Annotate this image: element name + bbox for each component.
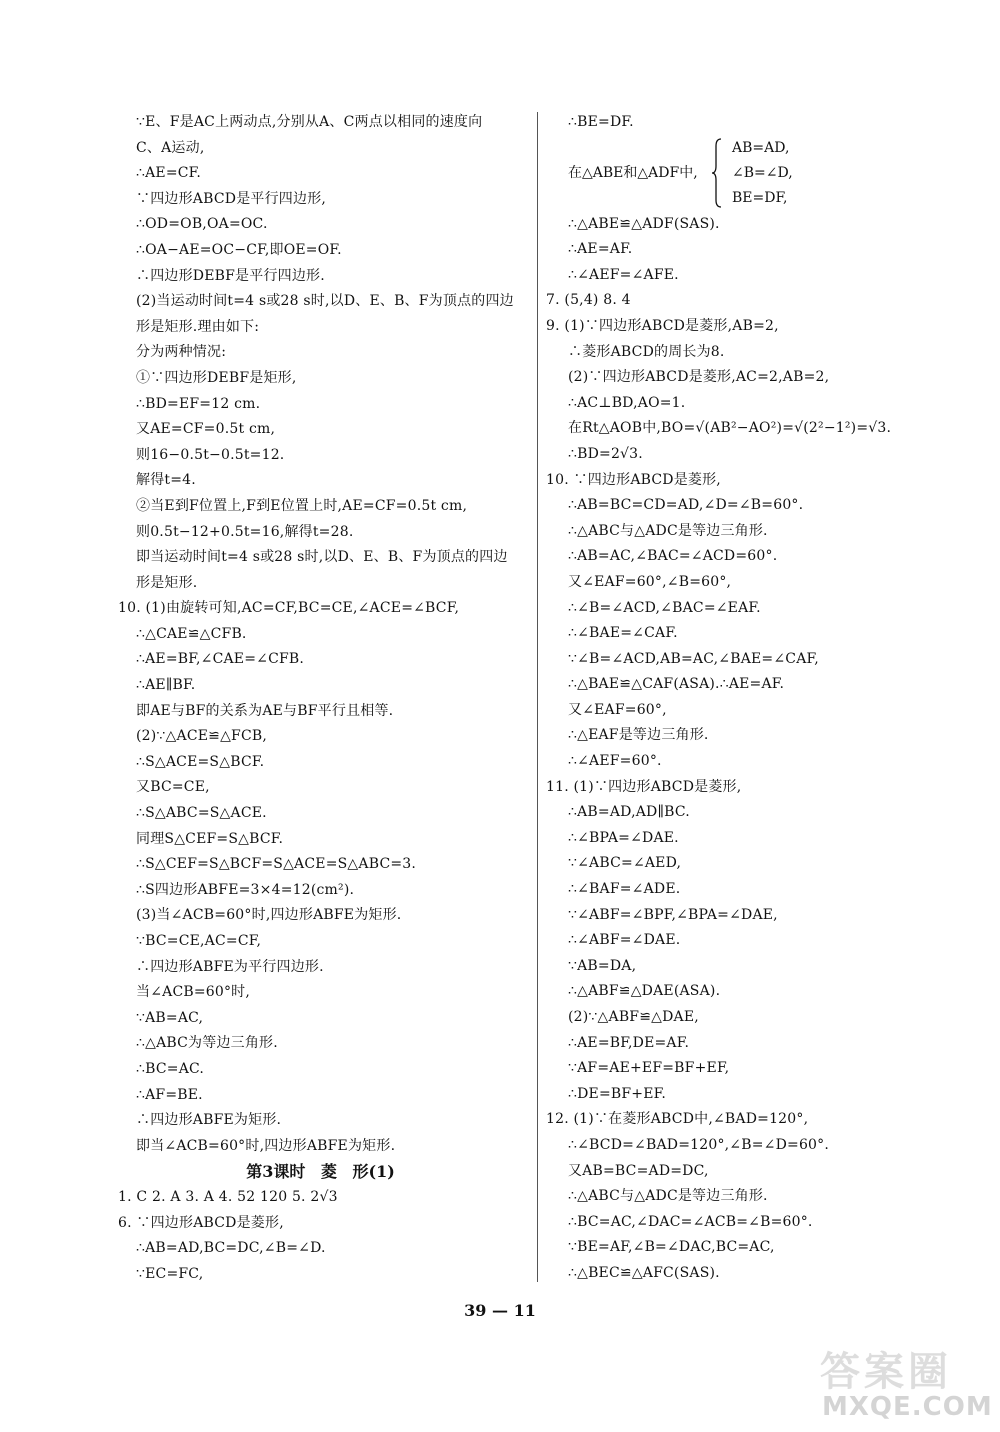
- answer-line: ∴∠B=∠ACD,∠BAC=∠EAF.: [568, 599, 761, 616]
- answer-line: (2)当运动时间t=4 s或28 s时,以D、E、B、F为顶点的四边: [136, 293, 514, 310]
- answer-line: ∴△CAE≌△CFB.: [136, 625, 247, 642]
- answer-line: ∵AB=DA,: [568, 957, 637, 974]
- answer-line: ∵∠B=∠ACD,AB=AC,∠BAE=∠CAF,: [568, 650, 819, 667]
- brace-line: BE=DF,: [732, 190, 788, 207]
- column-divider: [537, 112, 538, 1282]
- answer-line: ∴四边形ABFE为矩形.: [136, 1112, 282, 1129]
- answer-line: ∴AE=CF.: [136, 165, 202, 182]
- answer-line: ∴∠BAE=∠CAF.: [568, 625, 678, 642]
- answer-line: 分为两种情况:: [136, 344, 227, 361]
- answer-line: 即当∠ACB=60°时,四边形ABFE为矩形.: [136, 1137, 396, 1154]
- answer-line: ∴S△CEF=S△BCF=S△ACE=S△ABC=3.: [136, 856, 417, 873]
- answer-line: ②当E到F位置上,F到E位置上时,AE=CF=0.5t cm,: [136, 497, 468, 514]
- answer-line: 又BC=CE,: [136, 779, 210, 796]
- answer-line: ∴△EAF是等边三角形.: [568, 727, 709, 744]
- answer-line: (2)∵△ABF≌△DAE,: [568, 1009, 699, 1025]
- answer-line: ∴BE=DF.: [568, 114, 634, 130]
- answer-line: ∵AF=AE+EF=BF+EF,: [568, 1060, 730, 1077]
- answer-line: ∴OD=OB,OA=OC.: [136, 216, 268, 233]
- answer-line: 又∠EAF=60°,∠B=60°,: [568, 573, 732, 590]
- answer-line: ∴AB=AD,BC=DC,∠B=∠D.: [136, 1240, 326, 1257]
- answer-line: ∴AB=BC=CD=AD,∠D=∠B=60°.: [568, 497, 804, 514]
- answer-line: 1. C 2. A 3. A 4. 52 120 5. 2√3: [118, 1188, 338, 1205]
- answer-line: ∴AC⊥BD,AO=1.: [568, 394, 686, 411]
- brace-line: AB=AD,: [732, 139, 790, 156]
- answer-line: (2)∵四边形ABCD是菱形,AC=2,AB=2,: [568, 369, 830, 386]
- answer-line: ∴BD=EF=12 cm.: [136, 395, 261, 412]
- watermark-site: MXQE.COM: [822, 1392, 993, 1422]
- answer-line: ∴∠BAF=∠ADE.: [568, 881, 681, 898]
- answer-line: ∴△ABF≌△DAE(ASA).: [568, 983, 721, 1000]
- answer-line: ①∵四边形DEBF是矩形,: [136, 369, 297, 386]
- answer-line: ∴AB=AD,AD∥BC.: [568, 804, 690, 821]
- answer-line: ∴∠AEF=∠AFE.: [568, 266, 679, 283]
- answer-line: ∴S△ACE=S△BCF.: [136, 753, 265, 770]
- answer-line: 即AE与BF的关系为AE与BF平行且相等.: [136, 702, 394, 719]
- answer-line: 在Rt△AOB中,BO=√(AB²−AO²)=√(2²−1²)=√3.: [568, 420, 892, 437]
- brace-line: ∠B=∠D,: [732, 164, 793, 181]
- answer-line: ∵BE=AF,∠B=∠DAC,BC=AC,: [568, 1239, 775, 1256]
- answer-line: ∵四边形ABCD是平行四边形,: [136, 190, 327, 207]
- answer-line: ∵E、F是AC上两动点,分别从A、C两点以相同的速度向: [136, 114, 483, 130]
- answer-line: 9. (1)∵四边形ABCD是菱形,AB=2,: [546, 317, 779, 334]
- answer-line: ∵BC=CE,AC=CF,: [136, 933, 262, 949]
- answer-line: 12. (1)∵在菱形ABCD中,∠BAD=120°,: [546, 1111, 809, 1128]
- answer-line: ∴AE=BF,∠CAE=∠CFB.: [136, 651, 305, 668]
- brace-system: [546, 136, 956, 212]
- answer-line: 6. ∵四边形ABCD是菱形,: [118, 1214, 284, 1231]
- answer-line: ∴AB=AC,∠BAC=∠ACD=60°.: [568, 548, 778, 565]
- answer-line: ∴∠BCD=∠BAD=120°,∠B=∠D=60°.: [568, 1136, 830, 1153]
- answer-line: 同理S△CEF=S△BCF.: [136, 830, 284, 847]
- answer-line: ∴AE=AF.: [568, 241, 633, 258]
- answer-line: ∵AB=AC,: [136, 1009, 204, 1026]
- page-number: 39 — 11: [464, 1301, 536, 1320]
- answer-line: ∴△BAE≌△CAF(ASA).∴AE=AF.: [568, 676, 785, 693]
- answer-line: ∴菱形ABCD的周长为8.: [568, 343, 725, 360]
- answer-line: ∴△ABC与△ADC是等边三角形.: [568, 522, 768, 539]
- answer-line: 即当运动时间t=4 s或28 s时,以D、E、B、F为顶点的四边: [136, 549, 508, 566]
- answer-line: ∴AE=BF,DE=AF.: [568, 1034, 690, 1051]
- answer-line: ∴BC=AC.: [136, 1060, 205, 1077]
- answer-line: ∵∠ABF=∠BPF,∠BPA=∠DAE,: [568, 906, 778, 923]
- answer-line: ∴AF=BE.: [136, 1086, 203, 1103]
- answer-line: 10. (1)由旋转可知,AC=CF,BC=CE,∠ACE=∠BCF,: [118, 600, 460, 617]
- answer-line: ∴△BEC≌△AFC(SAS).: [568, 1264, 720, 1281]
- watermark-logo: 答案圈: [820, 1349, 952, 1395]
- watermark: [800, 1340, 993, 1428]
- right-column: [546, 110, 956, 1287]
- answer-line: ∴AE∥BF.: [136, 677, 196, 694]
- answer-line: 7. (5,4) 8. 4: [546, 292, 631, 309]
- answer-line: ∴S△ABC=S△ACE.: [136, 805, 267, 822]
- answer-line: ∴四边形DEBF是平行四边形.: [136, 267, 325, 284]
- answer-line: 形是矩形.理由如下:: [136, 318, 260, 335]
- answer-line: ∴∠ABF=∠DAE.: [568, 932, 681, 949]
- answer-line: 解得t=4.: [136, 472, 196, 489]
- brace-label: 在△ABE和△ADF中,: [568, 164, 698, 181]
- answer-line: 10. ∵四边形ABCD是菱形,: [546, 471, 721, 488]
- answer-line: 11. (1)∵四边形ABCD是菱形,: [546, 778, 742, 795]
- answer-line: ∴BD=2√3.: [568, 445, 643, 462]
- answer-line: ∴△ABC为等边三角形.: [136, 1035, 278, 1052]
- answer-line: ∵∠ABC=∠AED,: [568, 855, 682, 872]
- answer-line: 当∠ACB=60°时,: [136, 984, 251, 1001]
- answer-line: 则16−0.5t−0.5t=12.: [136, 446, 285, 463]
- answer-line: ∴四边形ABFE为平行四边形.: [136, 958, 324, 975]
- brace-lines: [732, 136, 793, 212]
- answer-line: ∴∠AEF=60°.: [568, 753, 662, 770]
- answer-line: (3)当∠ACB=60°时,四边形ABFE为矩形.: [136, 907, 402, 924]
- answer-line: ∴DE=BF+EF.: [568, 1085, 667, 1102]
- answer-line: ∴OA−AE=OC−CF,即OE=OF.: [136, 241, 342, 258]
- answer-line: C、A运动,: [136, 139, 205, 156]
- left-column: [118, 110, 523, 1287]
- right-top-lines: [546, 110, 956, 136]
- right-main-lines: [546, 212, 956, 1287]
- section-heading: 第3课时 菱 形(1): [246, 1162, 395, 1182]
- answer-line: 又∠EAF=60°,: [568, 701, 667, 718]
- answer-line: (2)∵△ACE≌△FCB,: [136, 728, 268, 745]
- answer-line: ∴△ABC与△ADC是等边三角形.: [568, 1188, 768, 1205]
- answer-line: 形是矩形.: [136, 574, 198, 591]
- answer-line: ∴△ABE≌△ADF(SAS).: [568, 215, 720, 232]
- answer-line: ∴∠BPA=∠DAE.: [568, 829, 679, 846]
- answer-line: 则0.5t−12+0.5t=16,解得t=28.: [136, 523, 354, 540]
- answer-line: ∴BC=AC,∠DAC=∠ACB=∠B=60°.: [568, 1213, 813, 1230]
- answer-line: 又AB=BC=AD=DC,: [568, 1162, 709, 1179]
- answer-line: ∵EC=FC,: [136, 1265, 204, 1282]
- left-brace-icon: [712, 138, 722, 208]
- answer-line: ∴S四边形ABFE=3×4=12(cm²).: [136, 881, 355, 898]
- answer-line: 又AE=CF=0.5t cm,: [136, 421, 276, 438]
